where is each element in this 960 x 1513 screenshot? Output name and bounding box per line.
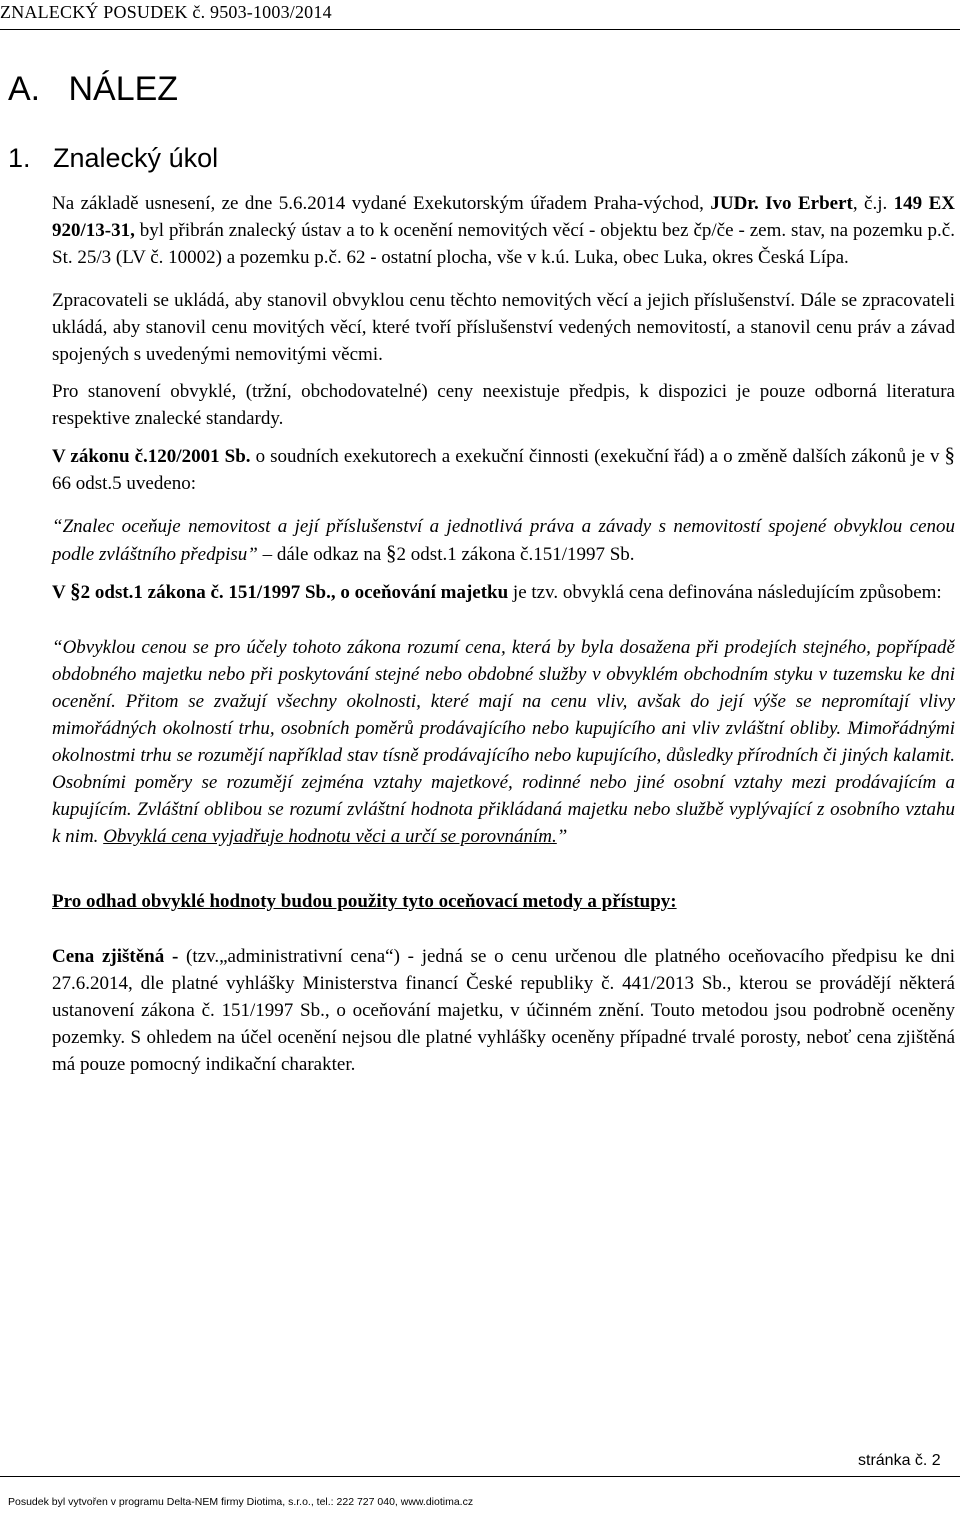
- term-label: Cena zjištěná -: [52, 946, 179, 967]
- case-number: 149 EX 920/13-31,: [52, 193, 955, 241]
- document-body: [52, 190, 955, 1078]
- paragraph-methods-note: Pro stanovení obvyklé, (tržní, obchodovatelné) ceny neexistuje předpis, k dispozici je pouze odborná literatura respektive znalecké standardy.: [52, 381, 955, 429]
- quote-text: “Obvyklou cenou se pro účely tohoto zákona rozumí cena, která by byla dosažena při prodejích stejného, popřípadě obdobného majetku nebo při poskytování stejné nebo obdobné služby v obvyklém obchodním styku v tuzemsku ke dni ocenění. Přitom se zvažují všechny okolnosti, které mají na cenu vliv, avšak do její výše se nepromítají vlivy mimořádných okolností trhu, osobních poměrů prodávajícího nebo kupujícího ani vliv zvláštní obliby. Mimořádnými okolnostmi trhu se rozumějí například stav tísně prodávajícího nebo kupujícího, důsledky přírodních či jiných kalamit. Osobními poměry se rozumějí zejména vztahy majetkové, rodinné nebo jiné osobní vztahy mezi prodávajícím a kupujícím. Zvláštní oblibou se rozumí zvláštní hodnota přikládaná majetku nebo službě vyplývající z osobního vztahu k nim.: [52, 637, 955, 847]
- paragraph-determined-price: Cena zjištěná - (tzv.„administrativní cena“) - jedná se o cenu určenou dle platného oceňovacího předpisu ke dni 27.6.2014, dle platné vyhlášky Ministerstva financí České republiky č. 441/2013 Sb., kterou se provádějí některá ustanovení zákona č. 151/1997 Sb., o oceňování majetku, v účinném znění. Touto metodou jsou podrobně oceněny pozemky. S ohledem na účel ocenění nejsou dle platné vyhlášky oceněny případné trvalé porosty, neboť cena zjištěná má pouze pomocný indikační charakter.: [52, 946, 955, 1075]
- law-reference: V zákonu č.120/2001 Sb.: [52, 446, 251, 467]
- page-number: stránka č. 2: [858, 1452, 941, 1469]
- paragraph-law-151: V §2 odst.1 zákona č. 151/1997 Sb., o oceňování majetku je tzv. obvyklá cena definována následujícím způsobem:: [52, 579, 942, 603]
- paragraph-methods-heading: Pro odhad obvyklé hodnoty budou použity tyto oceňovací metody a přístupy:: [52, 891, 677, 912]
- paragraph-task: Na základě usnesení, ze dne 5.6.2014 vydané Exekutorským úřadem Praha-východ, JUDr. Ivo Erbert, č.j. 149 EX 920/13-31, byl přibrán znalecký ústav a to k ocenění nemovitých věcí - objektu bez čp/če - zem. stav, na pozemku p.č. St. 25/3 (LV č. 10002) a pozemku p.č. 62 - ostatní plocha, vše v k.ú. Luka, obec Luka, okres Česká Lípa.: [52, 193, 955, 268]
- footer-credit: Posudek byl vytvořen v programu Delta-NEM firmy Diotima, s.r.o., tel.: 222 727 040, www.diotima.cz: [8, 1496, 474, 1508]
- paragraph-quote-2: “Obvyklou cenou se pro účely tohoto zákona rozumí cena, která by byla dosažena při prodejích stejného, popřípadě obdobného majetku nebo při poskytování stejné nebo obdobné služby v obvyklém obchodním styku v tuzemsku ke dni ocenění. Přitom se zvažují všechny okolnosti, které mají na cenu vliv, avšak do její výše se nepromítají vlivy mimořádných okolností trhu, osobních poměrů prodávajícího nebo kupujícího ani vliv zvláštní obliby. Mimořádnými okolnostmi trhu se rozumějí například stav tísně prodávajícího nebo kupujícího, důsledky přírodních či jiných kalamit. Osobními poměry se rozumějí zejména vztahy majetkové, rodinné nebo jiné osobní vztahy mezi prodávajícím a kupujícím. Zvláštní oblibou se rozumí zvláštní hodnota přikládaná majetku nebo službě vyplývající z osobního vztahu k nim. Obvyklá cena vyjadřuje hodnotu věci a určí se porovnáním.”: [52, 637, 955, 847]
- header-divider: [0, 29, 960, 30]
- paragraph-quote-1: “Znalec oceňuje nemovitost a její příslušenství a jednotlivá práva a závady s nemovitostí spojené obvyklou cenou podle zvláštního předpisu” – dále odkaz na §2 odst.1 zákona č.151/1997 Sb.: [52, 516, 955, 565]
- footer-divider: [0, 1476, 960, 1477]
- law-reference: 2 odst.1 zákona č. 151/1997 Sb., o oceňování majetku: [80, 582, 509, 603]
- paragraph-law-120: V zákonu č.120/2001 Sb. o soudních exekutorech a exekuční činnosti (exekuční řád) a o změně dalších zákonů je v § 66 odst.5 uvedeno:: [52, 443, 956, 494]
- section-sign: §: [386, 541, 397, 565]
- section-sign: §: [944, 443, 956, 467]
- quote-text: “Znalec oceňuje nemovitost a její příslušenství a jednotlivá práva a závady s nemovitostí spojené obvyklou cenou podle zvláštního předpisu”: [52, 516, 955, 565]
- quote-underlined-text: Obvyklá cena vyjadřuje hodnotu věci a určí se porovnáním.: [103, 826, 557, 847]
- executor-name: JUDr. Ivo Erbert: [710, 193, 853, 214]
- paragraph-assignment: Zpracovateli se ukládá, aby stanovil obvyklou cenu těchto nemovitých věcí a jejich příslušenství. Dále se zpracovateli ukládá, aby stanovil cenu movitých věcí, které tvoří příslušenství vedených nemovitostí, a stanovil cenu práv a závad spojených s uvedenými nemovitými věcmi.: [52, 290, 955, 365]
- subsection-title: 1. Znalecký úkol: [8, 143, 219, 173]
- section-sign: §: [70, 579, 81, 603]
- section-title: A. NÁLEZ: [8, 70, 179, 108]
- page-header: ZNALECKÝ POSUDEK č. 9503-1003/2014: [0, 2, 332, 22]
